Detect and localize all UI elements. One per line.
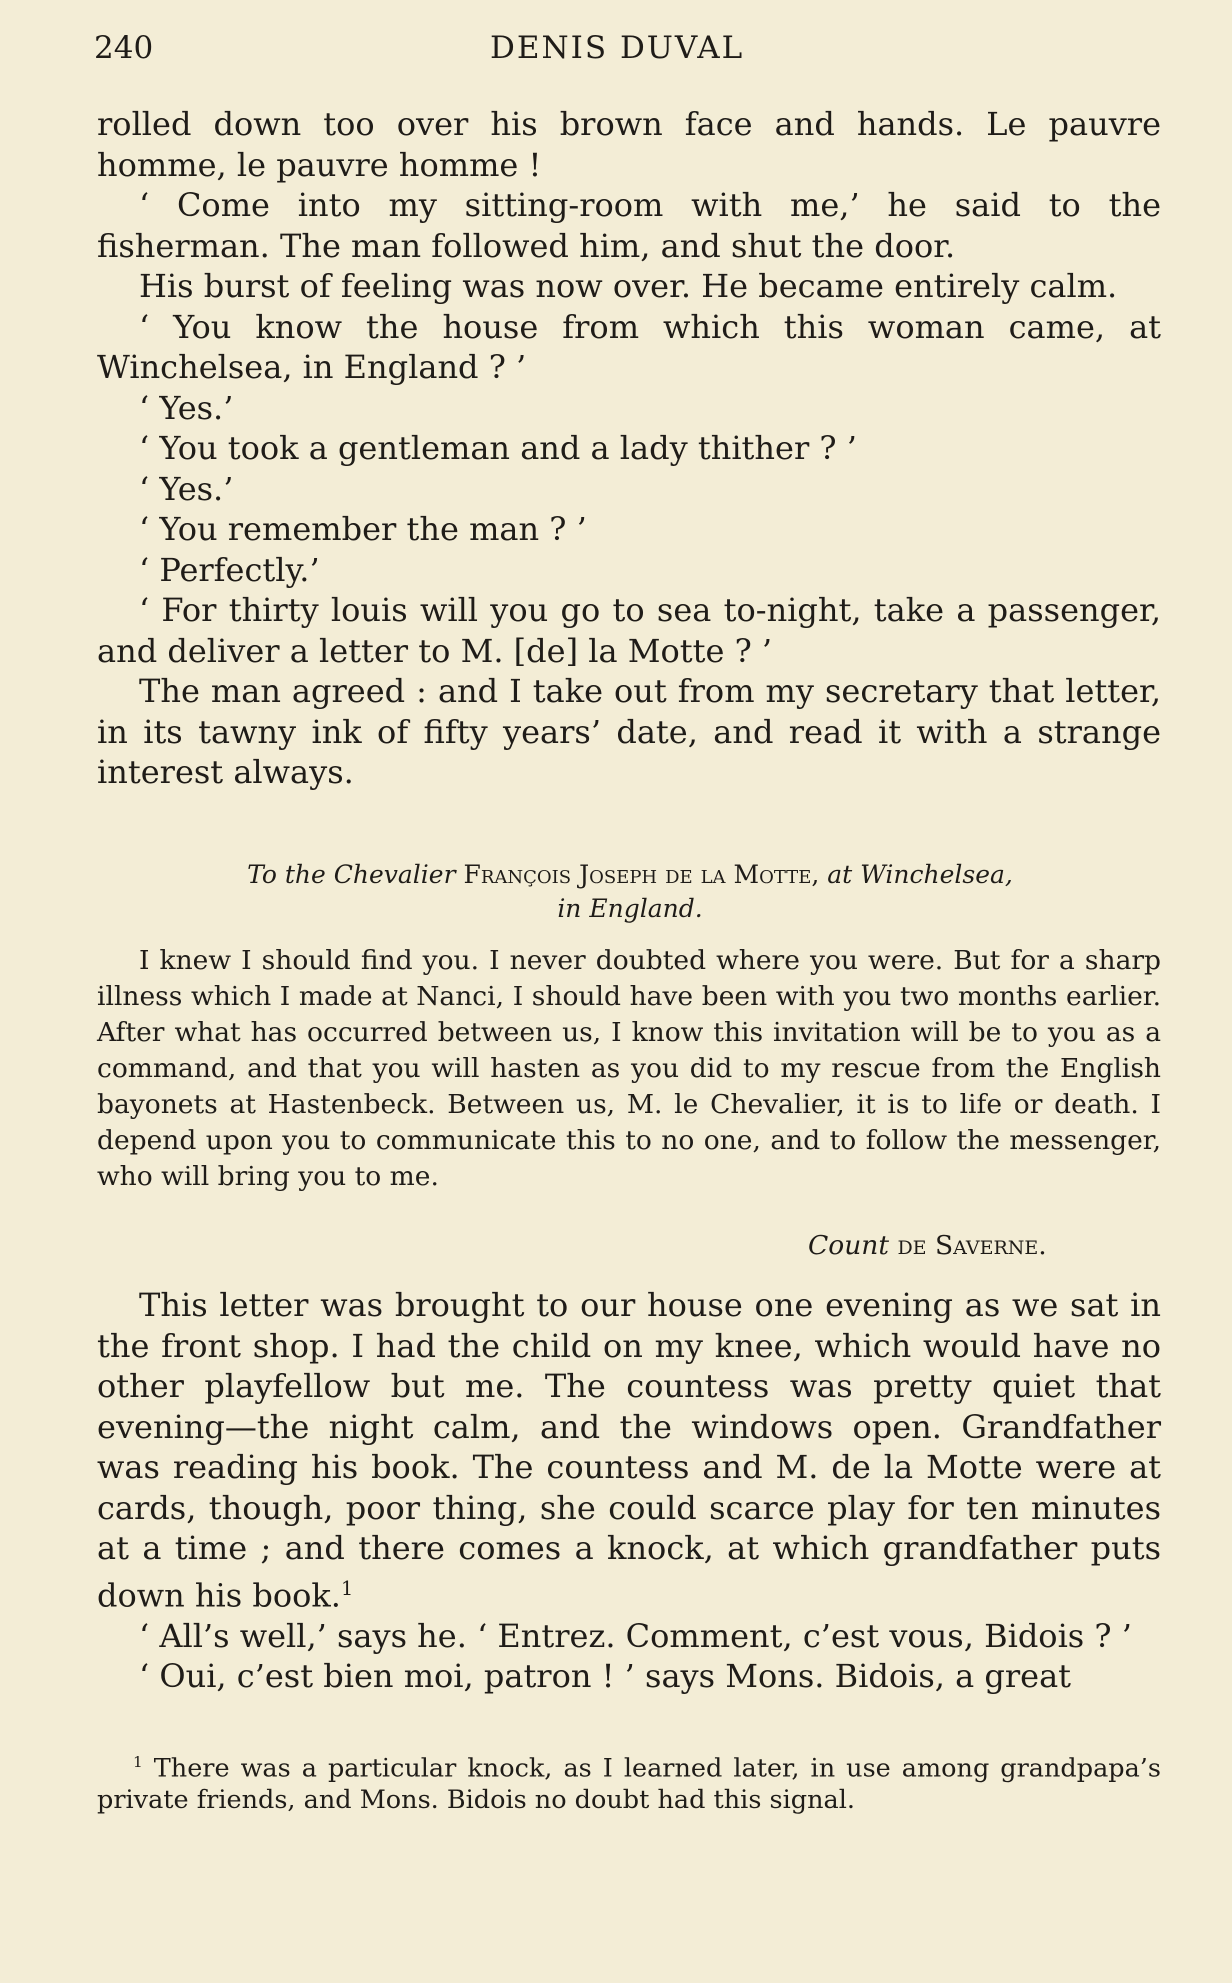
running-header: [94, 30, 1164, 74]
address-line2: in England.: [557, 894, 703, 923]
footnote-marker: 1: [133, 1753, 143, 1771]
paragraph: ‘ Yes.’: [139, 388, 234, 427]
continuation-text: [97, 1285, 1161, 1697]
paragraph: The man agreed : and I take out from my secretary that letter, in its tawny ink of fifty years’ date, and read it with a strange interest always.: [97, 672, 1161, 791]
paragraph: [97, 1285, 1161, 1616]
footnote-ref: 1: [340, 1576, 354, 1600]
address-at: at Winchelsea,: [827, 860, 1013, 889]
letter-address: [110, 858, 1150, 926]
address-name: François Joseph de la Motte,: [463, 860, 820, 889]
address-prefix: To the Chevalier: [247, 860, 456, 889]
letter-body: [97, 943, 1161, 1195]
page-number: 240: [94, 30, 154, 66]
signature-name: de Saverne.: [897, 1230, 1047, 1261]
paragraph: ‘ All’s well,’ says he. ‘ Entrez. Comment, c’est vous, Bidois ? ’: [139, 1616, 1132, 1655]
paragraph: ‘ You know the house from which this woman came, at Winchelsea, in England ? ’: [97, 307, 1161, 386]
paragraph: ‘ Oui, c’est bien moi, patron ! ’ says Mons. Bidois, a great: [139, 1657, 1071, 1696]
paragraph: ‘ You took a gentleman and a lady thither ? ’: [139, 429, 857, 467]
paragraph: ‘ Yes.’: [139, 469, 234, 508]
footnote: [97, 1747, 1161, 1816]
paragraph: ‘ Come into my sitting-room with me,’ he said to the fisherman. The man followed him, and shut the door.: [97, 186, 1161, 265]
footnote-paragraph: [97, 1747, 1161, 1816]
footnote-text: There was a particular knock, as I learned later, in use among grandpapa’s private friends, and Mons. Bidois no doubt had this signal.: [97, 1753, 1161, 1815]
letter-signature: [808, 1228, 1047, 1264]
main-text: [97, 104, 1161, 793]
paragraph: ‘ For thirty louis will you go to sea to-night, take a passenger, and deliver a letter to M. [de] la Motte ? ’: [97, 591, 1161, 670]
signature-title: Count: [808, 1230, 890, 1261]
paragraph: His burst of feeling was now over. He became entirely calm.: [139, 267, 1118, 305]
running-title: DENIS DUVAL: [490, 30, 745, 66]
letter-text: I knew I should find you. I never doubted where you were. But for a sharp illness which I made at Nanci, I should have been with you two months earlier. After what has occurred between us, I know this invitation will be to you as a command, and that you will hasten as you did to my rescue from the English bayonets at Hastenbeck. Between us, M. le Chevalier, it is to life or death. I depend upon you to communicate this to no one, and to follow the messenger, who will bring you to me.: [97, 945, 1161, 1192]
paragraph-text: This letter was brought to our house one evening as we sat in the front shop. I had the child on my knee, which would have no other playfellow but me. The countess was pretty quiet that evening—the night calm, and the windows open. Grandfather was reading his book. The countess and M. de la Motte were at cards, though, poor thing, she could scarce play for ten minutes at a time ; and there comes a knock, at which grandfather puts down his book.: [97, 1286, 1161, 1615]
paragraph: ‘ Perfectly.’: [139, 550, 320, 589]
paragraph: ‘ You remember the man ? ’: [139, 510, 587, 548]
paragraph: rolled down too over his brown face and hands. Le pauvre homme, le pauvre homme !: [97, 105, 1161, 184]
